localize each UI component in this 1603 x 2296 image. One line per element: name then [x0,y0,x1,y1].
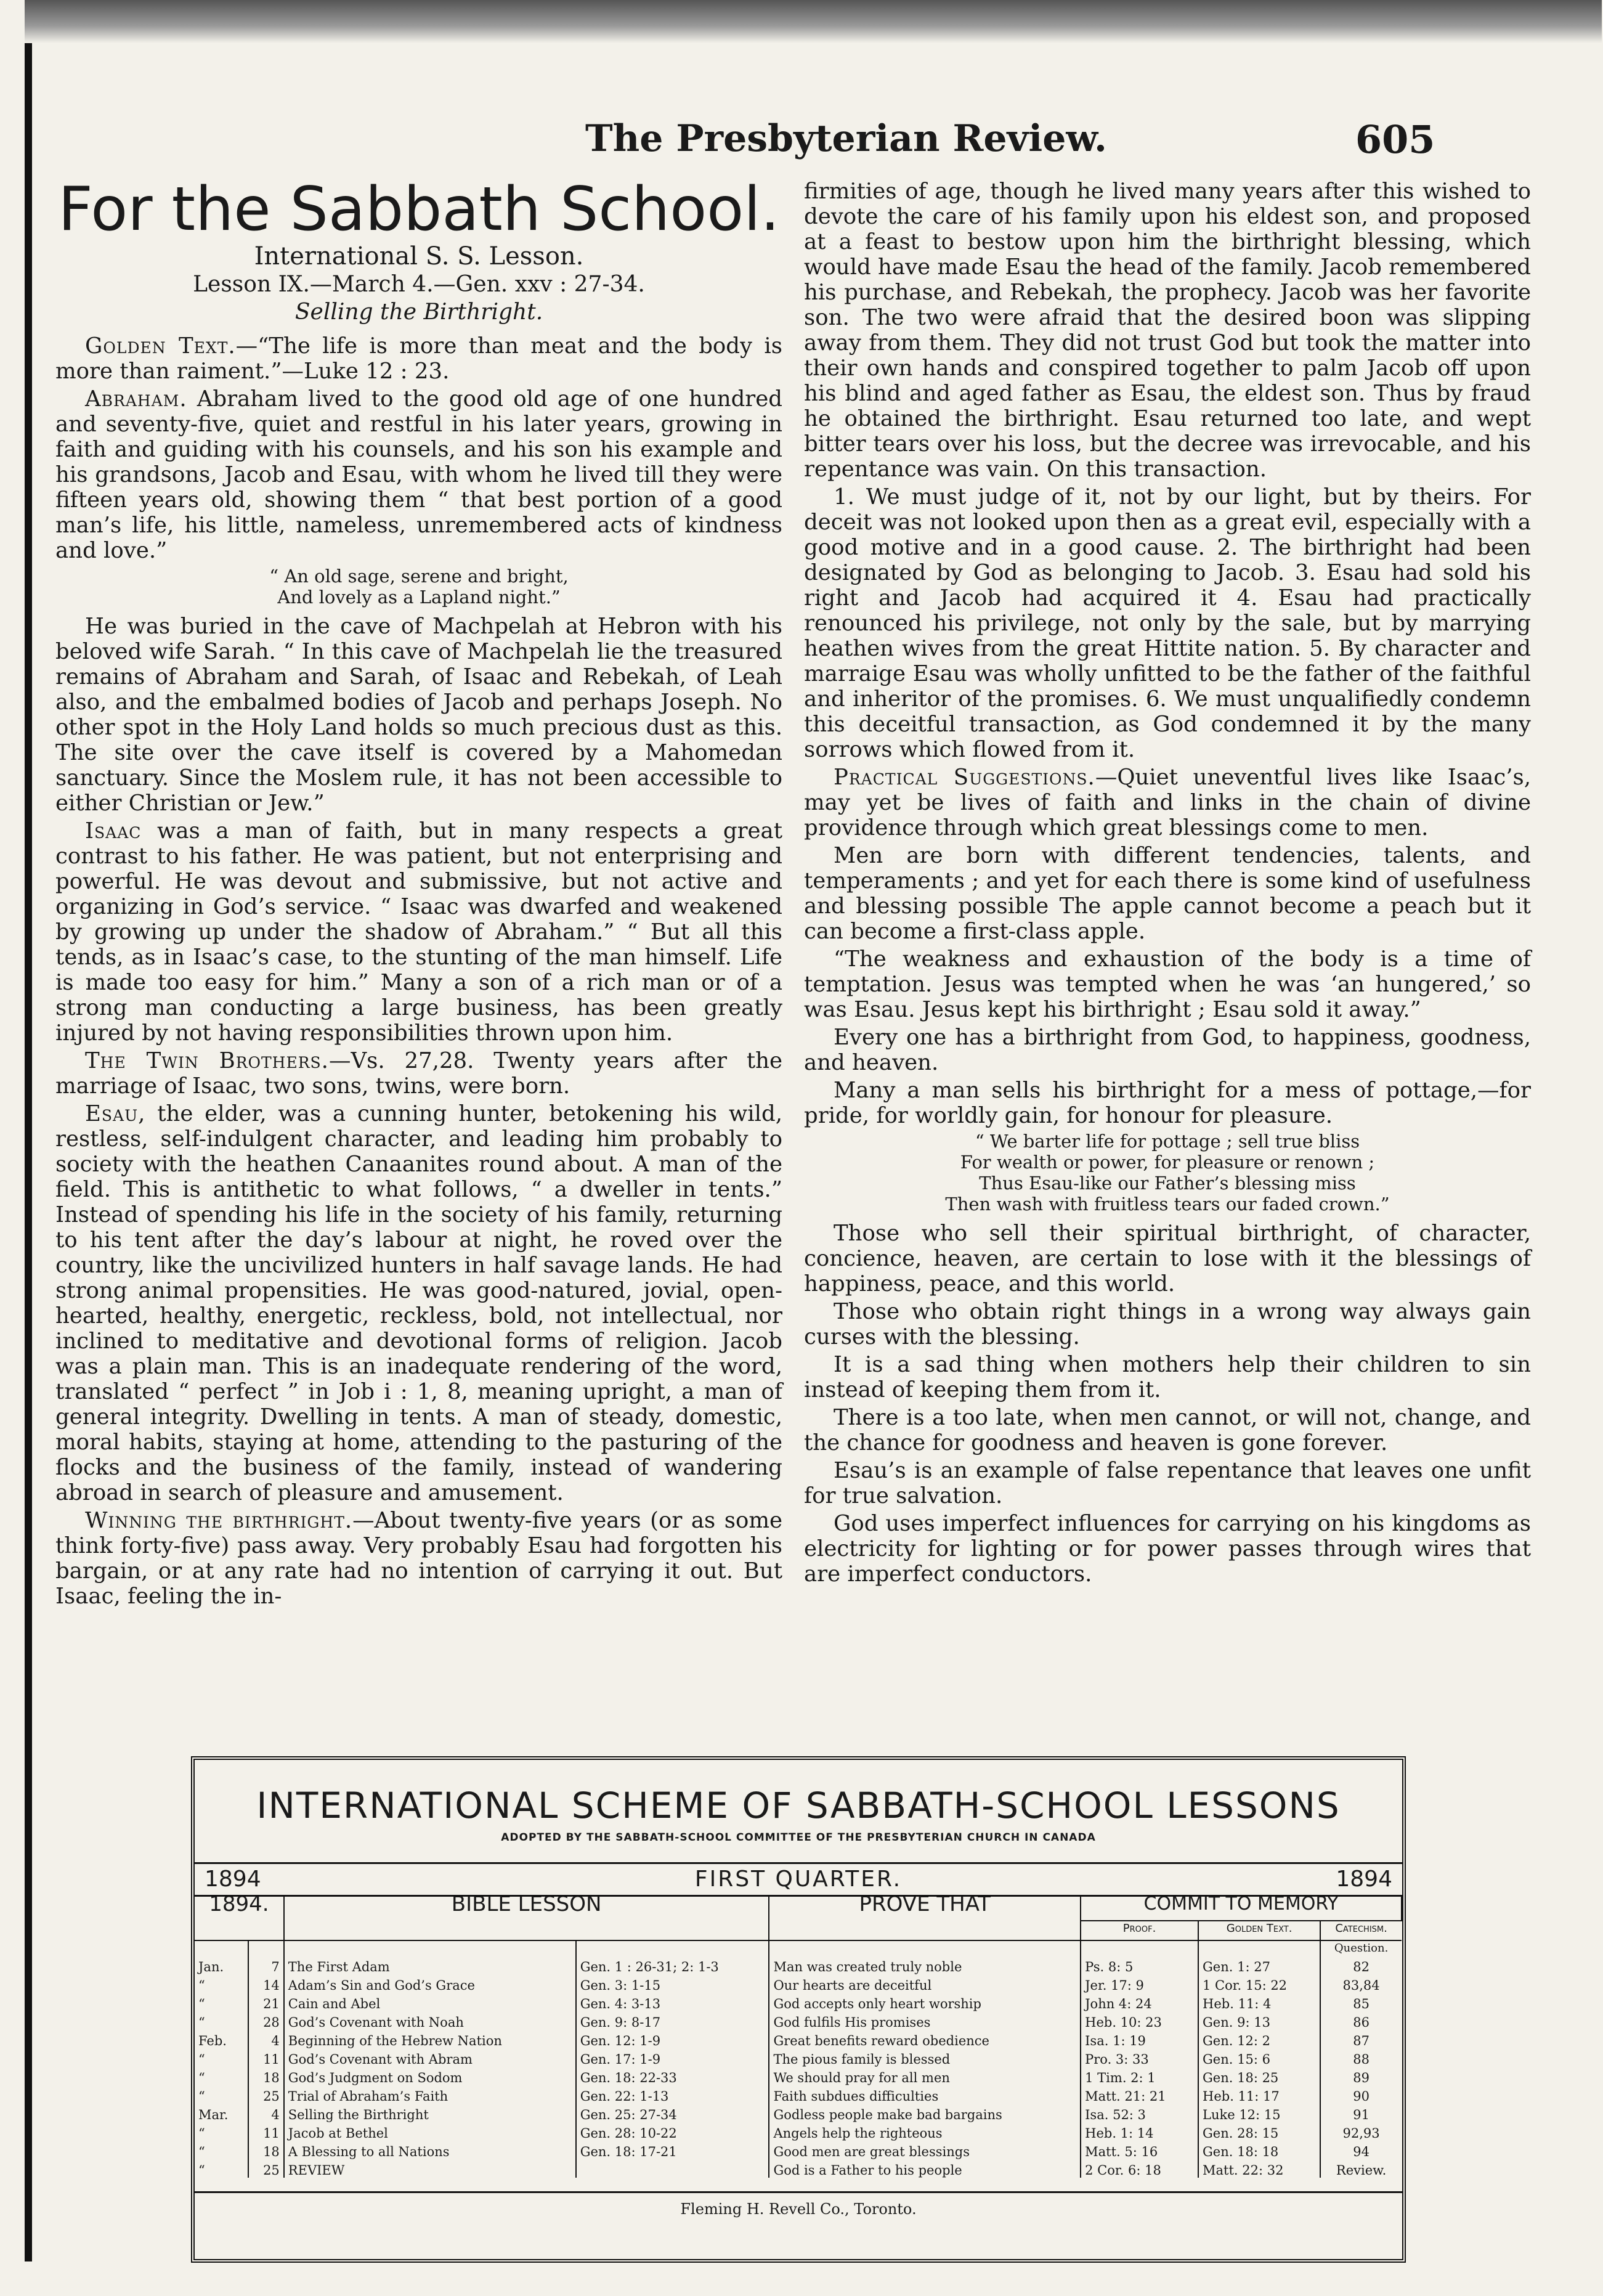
lesson-cell-cat: 89 [1353,2070,1370,2085]
lesson-cell-proof: Isa. 52: 3 [1081,2104,1198,2122]
twins-paragraph: The Twin Brothers.—Vs. 27,28. Twenty years after the marriage of Isaac, two sons, twins, were born. [55,1048,782,1099]
paragraph: “The weakness and exhaustion of the body is a time of temptation. Jesus was tempted when he was ‘an hungered,’ so was Esau. Jesus kept his birthright ; Esau sold it away.” [804,946,1531,1022]
lesson-cell-d: 7 [248,1956,284,1974]
article-subtitle: International S. S. Lesson. [254,242,584,271]
header-bible-lesson: BIBLE LESSON [284,1897,769,1940]
lesson-cell-d: 18 [248,2141,284,2159]
paragraph: It is a sad thing when mothers help their children to sin instead of keeping them from it. [804,1352,1531,1402]
lesson-cell-lesson: Beginning of the Hebrew Nation [284,2030,576,2048]
isaac-paragraph: Isaac was a man of faith, but in many respects a great contrast to his father. He was patient, but not enterprising and powerful. He was devout and submissive, but not active and organizing in God’s service. “ Isaac was dwarfed and weakened by growing up under the shadow of Abraham.” “ But all this tends, as in Isaac’s case, to the stunting of the man himself. Life is made too easy for him.” Many a son of a rich man or of a strong man conducting a large business, has been greatly injured by not having responsibilities thrown upon him. [55,818,782,1046]
year-right: 1894 [1336,1867,1392,1892]
lesson-cell-cat: 83,84 [1342,1978,1380,1993]
lesson-cell-proof: Isa. 1: 19 [1081,2030,1198,2048]
lesson-cell-ref: Gen. 25: 27-34 [576,2104,769,2122]
lesson-cell-prove: The pious family is blessed [769,2048,1081,2067]
isaac-label: Isaac [85,818,142,844]
page-number: 605 [1355,117,1435,162]
lesson-cell-ref: Gen. 17: 1-9 [576,2048,769,2067]
lesson-cell-ref [576,2159,769,2178]
lesson-cell-golden: Gen. 1: 27 [1198,1956,1320,1974]
lesson-cell-m: Jan. [195,1956,248,1974]
lesson-cell-prove: Man was created truly noble [769,1956,1081,1974]
lesson-cell-golden: Gen. 28: 15 [1198,2122,1320,2141]
lesson-cell-m: Mar. [195,2104,248,2122]
paragraph: Those who obtain right things in a wrong way always gain curses with the blessing. [804,1299,1531,1350]
lesson-cell-lesson: Trial of Abraham’s Faith [284,2085,576,2104]
lesson-cell-m: “ [195,1974,248,1993]
lesson-cell-d: 11 [248,2048,284,2067]
lesson-cell-ref: Gen. 3: 1-15 [576,1974,769,1993]
paragraph: God uses imperfect influences for carrying on his kingdoms as electricity for lighting or for power passes through wires that are imperfect conductors. [804,1511,1531,1587]
lesson-reference: Lesson IX.—March 4.—Gen. xxv : 27-34. [193,272,645,297]
lesson-cell-lesson: A Blessing to all Nations [284,2141,576,2159]
lesson-cell-d: 18 [248,2067,284,2085]
lesson-cell-proof: Matt. 5: 16 [1081,2141,1198,2159]
lesson-cell-proof: 1 Tim. 2: 1 [1081,2067,1198,2085]
lesson-cell-proof: Jer. 17: 9 [1081,1974,1198,1993]
lesson-cell-ref: Gen. 18: 17-21 [576,2141,769,2159]
lesson-cell-cat: 94 [1353,2144,1370,2159]
lesson-row [195,1956,1402,1974]
year-left: 1894 [205,1867,261,1892]
catechism-subheader-row [195,1940,1402,1956]
lesson-cell-ref: Gen. 18: 22-33 [576,2067,769,2085]
lesson-cell-lesson: Cain and Abel [284,1993,576,2011]
article-title: For the Sabbath School. [58,174,780,245]
poem-quote-1: “ An old sage, serene and bright, And lovely as a Lapland night.” [269,566,569,608]
lesson-cell-ref: Gen. 22: 1-13 [576,2085,769,2104]
lesson-cell-m: “ [195,2011,248,2030]
winning-paragraph: Winning the birthright.—About twenty-five years (or as some think forty-five) pass away. Very probably Esau had forgotten his bargain, or at any rate had no intention of carrying it out. But Isaac, feeling the in- [55,1508,782,1609]
lesson-cell-d: 25 [248,2159,284,2178]
running-head [0,117,1603,166]
lesson-cell-prove: God fulfils His promises [769,2011,1081,2030]
lesson-cell-cat: 91 [1353,2107,1370,2122]
lesson-cell-prove: God accepts only heart worship [769,1993,1081,2011]
lesson-cell-prove: God is a Father to his people [769,2159,1081,2178]
lesson-cell-d: 21 [248,1993,284,2011]
lesson-cell-prove: We should pray for all men [769,2067,1081,2085]
esau-paragraph: Esau, the elder, was a cunning hunter, betokening his wild, restless, self-indulgent character, and leading him probably to society with the heathen Canaanites round about. A man of the field. This is antithetic to what follows, “ a dweller in tents.” Instead of spending his life in the society of his family, returning to his tent after the day’s labour at night, he roved over the country, like the uncivilized hunters in half savage lands. He had strong animal propensities. He was good-natured, jovial, open-hearted, healthy, energetic, reckless, bold, not intellectual, nor inclined to meditative and devotional forms of religion. Jacob was a plain man. This is an inadequate rendering of the word, translated “ perfect ” in Job i : 1, 8, meaning upright, a man of general integrity. Dwelling in tents. A man of steady, domestic, moral habits, staying at home, attending to the pasturing of the flocks and the business of the family, instead of wandering abroad in search of pleasure and amusement. [55,1101,782,1505]
lesson-row [195,1993,1402,2011]
scan-top-edge [25,0,1602,43]
lesson-cell-d: 28 [248,2011,284,2030]
lesson-cell-m: “ [195,2048,248,2067]
publisher-line: Fleming H. Revell Co., Toronto. [195,2191,1402,2218]
lesson-cell-proof: 2 Cor. 6: 18 [1081,2159,1198,2178]
lesson-cell-golden: Gen. 18: 18 [1198,2141,1320,2159]
lesson-row [195,2159,1402,2178]
lesson-cell-lesson: REVIEW [284,2159,576,2178]
lesson-cell-lesson: God’s Judgment on Sodom [284,2067,576,2085]
lesson-row [195,2030,1402,2048]
lesson-cell-m: “ [195,2085,248,2104]
header-golden-text: Golden Text. [1198,1921,1320,1940]
esau-label: Esau, [85,1101,146,1126]
paragraph: Those who sell their spiritual birthright, of character, concience, heaven, are certain to lose with it the blessings of happiness, peace, and this world. [804,1221,1531,1297]
paragraph: Esau’s is an example of false repentance that leaves one unfit for true salvation. [804,1458,1531,1508]
lesson-cell-proof: Heb. 1: 14 [1081,2122,1198,2141]
paragraph: Many a man sells his birthright for a mess of pottage,—for pride, for worldly gain, for honour for pleasure. [804,1078,1531,1128]
lesson-cell-ref: Gen. 9: 8-17 [576,2011,769,2030]
lesson-row [195,2141,1402,2159]
lesson-row [195,2048,1402,2067]
lesson-cell-lesson: Selling the Birthright [284,2104,576,2122]
paragraph: Every one has a birthright from God, to happiness, goodness, and heaven. [804,1025,1531,1075]
lesson-cell-proof: Ps. 8: 5 [1081,1956,1198,1974]
quarter-label: FIRST QUARTER. [694,1867,903,1892]
paragraph: 1. We must judge of it, not by our light, but by theirs. For deceit was not looked upon then as a great evil, especially with a good motive and in a good cause. 2. The birthright had been designated by God as belonging to Jacob. 3. Esau had sold his right and Jacob had acquired it 4. Esau had practically renounced his privilege, not only by the sale, but by marrying heathen wives from the great Hittite nation. 5. By character and marraige Esau was wholly unfitted to be the father of the faithful and inheritor of the promises. 6. We must unqualifiedly condemn this deceitful transaction, as God condemned it by the many sorrows which flowed from it. [804,484,1531,762]
scan-binding-edge [25,43,32,2261]
header-prove-that: PROVE THAT [769,1897,1081,1940]
lesson-cell-lesson: The First Adam [284,1956,576,1974]
lesson-cell-golden: Gen. 18: 25 [1198,2067,1320,2085]
lesson-cell-lesson: God’s Covenant with Noah [284,2011,576,2030]
header-year: 1894. [195,1897,284,1940]
lesson-cell-golden: Heb. 11: 17 [1198,2085,1320,2104]
left-column [55,174,782,1611]
practical-paragraph: Practical Suggestions.—Quiet uneventful lives like Isaac’s, may yet be lives of faith and links in the chain of divine providence through which great blessings come to men. [804,765,1531,841]
lesson-row [195,2122,1402,2141]
lesson-cell-golden: Gen. 15: 6 [1198,2048,1320,2067]
lesson-cell-golden: Matt. 22: 32 [1198,2159,1320,2178]
scheme-adopted-line: ADOPTED BY THE SABBATH-SCHOOL COMMITTEE OF THE PRESBYTERIAN CHURCH IN CANADA [501,1831,1096,1844]
lesson-topic: Selling the Birthright. [294,299,543,325]
lesson-cell-m: Feb. [195,2030,248,2048]
lesson-row [195,2011,1402,2030]
winning-label: Winning the birthright. [85,1508,353,1533]
journal-title: The Presbyterian Review. [585,117,1107,160]
lesson-cell-ref: Gen. 1 : 26-31; 2: 1-3 [576,1956,769,1974]
lesson-cell-cat: 88 [1353,2052,1370,2067]
lesson-cell-prove: Good men are great blessings [769,2141,1081,2159]
golden-text-label: Golden Text. [85,333,236,359]
lesson-cell-golden: 1 Cor. 15: 22 [1198,1974,1320,1993]
lesson-cell-m: “ [195,2067,248,2085]
lesson-cell-lesson: Jacob at Bethel [284,2122,576,2141]
lesson-cell-golden: Gen. 9: 13 [1198,2011,1320,2030]
lesson-cell-m: “ [195,1993,248,2011]
header-commit: COMMIT TO MEMORY [1081,1897,1402,1921]
lesson-cell-cat: 90 [1353,2089,1370,2104]
lesson-cell-golden: Heb. 11: 4 [1198,1993,1320,2011]
lesson-cell-cat: 85 [1353,1997,1370,2011]
lesson-cell-prove: Angels help the righteous [769,2122,1081,2141]
scheme-title: INTERNATIONAL SCHEME OF SABBATH-SCHOOL LESSONS [256,1785,1341,1826]
lesson-cell-d: 25 [248,2085,284,2104]
lesson-row [195,1974,1402,1993]
lesson-row [195,2085,1402,2104]
lesson-cell-proof: Matt. 21: 21 [1081,2085,1198,2104]
lesson-cell-cat: 86 [1353,2015,1370,2030]
lesson-scheme-box [191,1756,1406,2263]
lesson-cell-d: 14 [248,1974,284,1993]
lesson-cell-ref: Gen. 28: 10-22 [576,2122,769,2141]
twins-label: The Twin Brothers. [85,1048,329,1073]
lesson-cell-prove: Godless people make bad bargains [769,2104,1081,2122]
lesson-cell-d: 4 [248,2104,284,2122]
lesson-cell-prove: Our hearts are deceitful [769,1974,1081,1993]
lesson-cell-ref: Gen. 4: 3-13 [576,1993,769,2011]
lesson-cell-m: “ [195,2122,248,2141]
lesson-cell-ref: Gen. 12: 1-9 [576,2030,769,2048]
lesson-cell-cat: 92,93 [1342,2126,1380,2141]
quarter-row [195,1862,1402,1897]
lesson-row [195,2067,1402,2085]
paragraph: Men are born with different tendencies, talents, and temperaments ; and yet for each there is some kind of usefulness and blessing possible The apple cannot become a peach but it can become a first-class apple. [804,843,1531,944]
golden-text: Golden Text.—“The life is more than meat and the body is more than raiment.”—Luke 12 : 23. [55,333,782,384]
lesson-cell-cat: 82 [1353,1960,1370,1974]
lesson-cell-d: 4 [248,2030,284,2048]
lesson-cell-golden: Luke 12: 15 [1198,2104,1320,2122]
lesson-cell-prove: Great benefits reward obedience [769,2030,1081,2048]
lesson-row [195,2104,1402,2122]
lesson-cell-m: “ [195,2141,248,2159]
header-proof: Proof. [1081,1921,1198,1940]
lesson-cell-lesson: Adam’s Sin and God’s Grace [284,1974,576,1993]
catechism-question-label: Question. [1334,1942,1389,1955]
lesson-cell-lesson: God’s Covenant with Abram [284,2048,576,2067]
lesson-cell-d: 11 [248,2122,284,2141]
lesson-cell-prove: Faith subdues difficulties [769,2085,1081,2104]
paragraph: There is a too late, when men cannot, or will not, change, and the chance for goodness and heaven is gone forever. [804,1405,1531,1455]
practical-label: Practical Suggestions. [834,765,1095,790]
lesson-cell-golden: Gen. 12: 2 [1198,2030,1320,2048]
header-catechism: Catechism. [1320,1921,1402,1940]
cave-paragraph: He was buried in the cave of Machpelah at Hebron with his beloved wife Sarah. “ In this cave of Machpelah lie the treasured remains of Abraham and Sarah, of Isaac and Rebekah, of Leah also, and the embalmed bodies of Jacob and perhaps Joseph. No other spot in the Holy Land holds so much precious dust as this. The site over the cave itself is covered by a Mahomedan sanctuary. Since the Moslem rule, it has not been accessible to either Christian or Jew.” [55,614,782,816]
lesson-cell-proof: Pro. 3: 33 [1081,2048,1198,2067]
lesson-cell-m: “ [195,2159,248,2178]
paragraph: firmities of age, though he lived many years after this wished to devote the care of his family upon his eldest son, and proposed at a feast to bestow upon him the birthright blessing, which would have made Esau the head of the family. Jacob remembered his purchase, and Rebekah, the prophecy. Jacob was her favorite son. The two were afraid that the desired boon was slipping away from them. They did not trust God but took the matter into their own hands and conspired together to palm Jacob off upon his blind and aged father as Esau, the eldest son. Thus by fraud he obtained the birthright. Esau returned too late, and wept bitter tears over his loss, but the decree was irrevocable, and his repentance was vain. On this transaction. [804,179,1531,482]
abraham-label: Abraham. [85,386,187,412]
lesson-cell-cat: 87 [1353,2033,1370,2048]
abraham-paragraph: Abraham. Abraham lived to the good old age of one hundred and seventy-five, quiet and restful in his later years, growing in faith and guiding with his counsels, and his son his example and his grandsons, Jacob and Esau, with whom he lived till they were fifteen years old, showing them “ that best portion of a good man’s life, his little, nameless, unremembered acts of kindness and love.” [55,386,782,563]
lesson-cell-cat: Review. [1336,2163,1387,2178]
lesson-cell-proof: Heb. 10: 23 [1081,2011,1198,2030]
lesson-cell-proof: John 4: 24 [1081,1993,1198,2011]
poem-quote-2: “ We barter life for pottage ; sell true bliss For wealth or power, for pleasure or renown ; Thus Esau-like our Father’s blessing miss Then wash with fruitless tears our faded crown.” [945,1131,1390,1215]
right-column [804,179,1531,1589]
lessons-table [195,1892,1402,2178]
